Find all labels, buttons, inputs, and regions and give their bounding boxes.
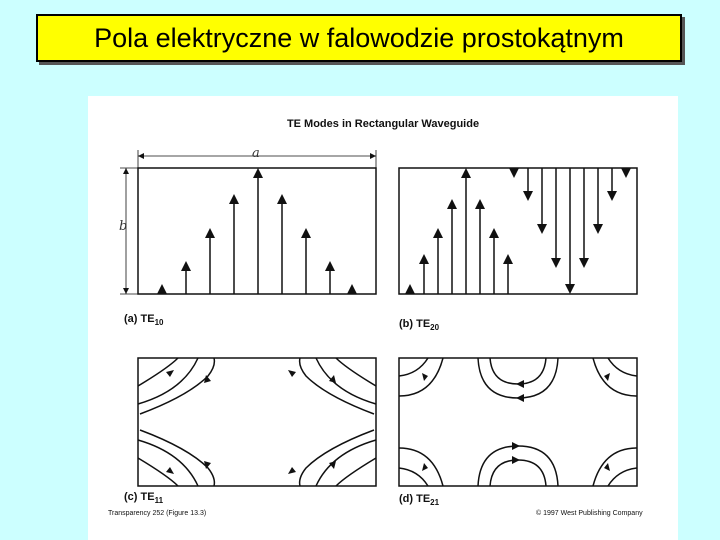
panel-b-te20-diagram: [399, 168, 637, 294]
waveguide-outline-a: [138, 168, 376, 294]
waveguide-figure: [88, 96, 678, 540]
panel-d-label: (d) $TE_{21}$: [399, 493, 440, 508]
slide-title: Pola elektryczne w falowodzie prostokątnym: [94, 22, 624, 53]
field-arrowhead: [537, 224, 547, 234]
field-arrowhead: [489, 228, 499, 238]
te10-field-arrows: [157, 168, 357, 294]
dimension-a-label: a: [252, 146, 260, 161]
te20-field-arrows: [405, 168, 631, 294]
dimension-b-label: b: [119, 219, 128, 234]
te11-arrowheads: [166, 370, 336, 474]
field-arrowhead: [347, 284, 357, 294]
field-arrowhead: [229, 194, 239, 204]
field-arrowhead: [565, 284, 575, 294]
field-arrowhead: [405, 284, 415, 294]
field-arrowhead: [419, 254, 429, 264]
footer-copyright: © 1997 West Publishing Company: [536, 510, 643, 517]
field-arrowhead: [579, 258, 589, 268]
field-arrowhead: [523, 191, 533, 201]
field-arrowhead: [509, 168, 519, 178]
panel-d-te21-diagram: [399, 358, 637, 486]
footer-transparency: Transparency 252 (Figure 13.3): [108, 510, 207, 517]
te21-arrowheads: [422, 373, 610, 471]
panel-a-label: (a) $TE_{10}$: [124, 313, 164, 328]
field-arrowhead: [253, 168, 263, 178]
field-arrowhead: [181, 261, 191, 271]
figure-title: TE Modes in Rectangular Waveguide: [286, 118, 480, 130]
waveguide-outline-c: [138, 358, 376, 486]
field-arrowhead: [461, 168, 471, 178]
field-arrowhead: [551, 258, 561, 268]
field-arrowhead: [301, 228, 311, 238]
field-arrowhead: [325, 261, 335, 271]
panel-a-te10-diagram: [120, 150, 376, 294]
panel-b-label: (b) $TE_{20}$: [399, 318, 440, 333]
field-arrowhead: [277, 194, 287, 204]
field-arrowhead: [593, 224, 603, 234]
waveguide-outline-b: [399, 168, 637, 294]
field-arrowhead: [447, 199, 457, 209]
panel-c-te11-diagram: [138, 358, 376, 486]
field-arrowhead: [503, 254, 513, 264]
field-diagrams: [88, 96, 678, 540]
field-arrowhead: [475, 199, 485, 209]
field-arrowhead: [157, 284, 167, 294]
panel-c-label: (c) $TE_{11}$: [124, 491, 164, 506]
field-arrowhead: [205, 228, 215, 238]
slide-title-box: [36, 14, 682, 62]
field-arrowhead: [433, 228, 443, 238]
field-arrowhead: [621, 168, 631, 178]
field-arrowhead: [607, 191, 617, 201]
